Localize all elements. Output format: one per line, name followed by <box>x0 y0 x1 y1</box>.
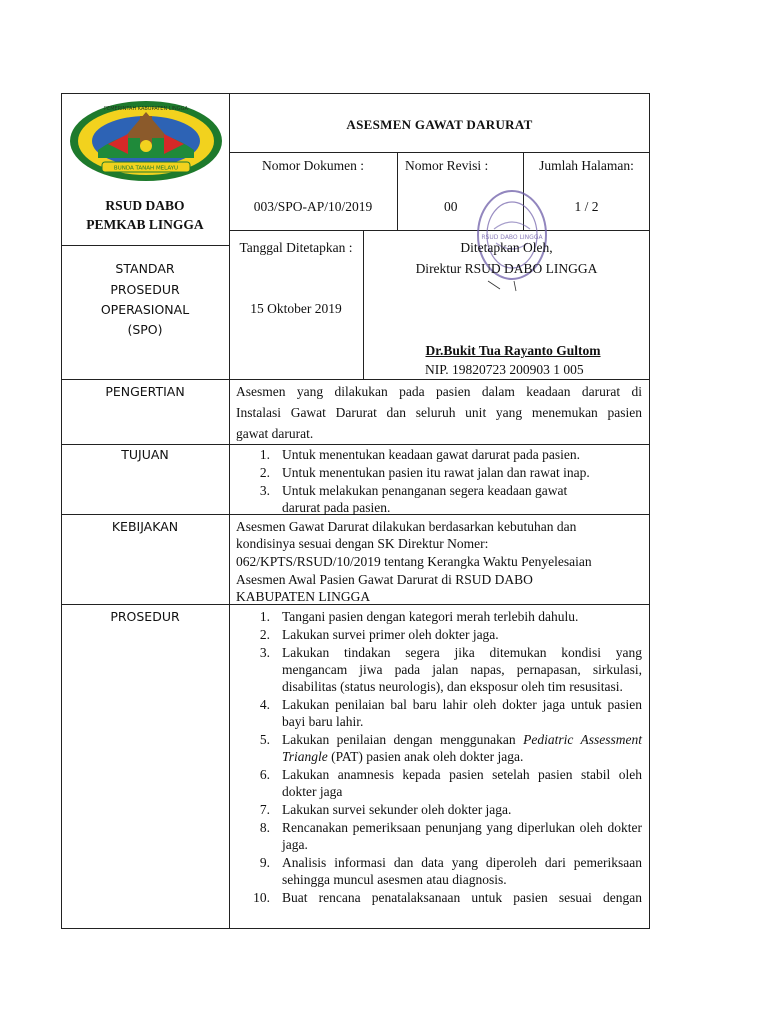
spo-line2: PROSEDUR <box>110 282 180 297</box>
list-item <box>236 766 642 800</box>
jumlah-halaman-value: 1 / 2 <box>574 199 599 214</box>
list-item-number: 8. <box>259 820 270 835</box>
list-item-number: 2. <box>259 627 270 642</box>
pengertian-text-line2: Instalasi Gawat Darurat dan seluruh unit yang menemukan pasien <box>236 405 642 420</box>
list-item-number: 1. <box>259 609 270 624</box>
list-item-text: Analisis informasi dan data yang diperoleh dari pemeriksaan sehingga muncul asesmen atau diagnosis. <box>282 855 642 887</box>
tanggal-ditetapkan-label: Tanggal Ditetapkan : <box>239 240 353 255</box>
row-divider-pengertian <box>61 444 650 445</box>
list-item-text <box>282 731 642 765</box>
list-item <box>236 889 642 906</box>
list-item <box>236 608 642 625</box>
list-item-text-italic: Pediatric Assessment Triangle <box>282 732 642 764</box>
logo-text-top: PEMERINTAH KABUPATEN LINGGA <box>104 106 188 112</box>
list-item-number: 6. <box>259 767 270 782</box>
pengertian-text-line1: Asesmen yang dilakukan pada pasien dalam keadaan darurat di <box>236 384 642 399</box>
tujuan-list <box>236 446 642 517</box>
org-name-line1: RSUD DABO <box>105 198 185 213</box>
list-item <box>236 464 642 481</box>
ditetapkan-oleh-line2: Direktur RSUD DABO LINGGA <box>415 261 598 276</box>
list-item-text: Lakukan survei sekunder oleh dokter jaga. <box>282 802 512 817</box>
list-item-number: 10. <box>253 890 270 905</box>
column-divider-main <box>229 93 230 929</box>
list-item <box>236 626 642 643</box>
spo-line1: STANDAR <box>115 261 175 276</box>
list-item <box>236 446 642 463</box>
tanggal-ditetapkan-value: 15 Oktober 2019 <box>250 301 342 316</box>
list-item-number: 3. <box>259 645 270 660</box>
nomor-dokumen-value: 003/SPO-AP/10/2019 <box>253 199 373 214</box>
list-item <box>236 854 642 888</box>
jumlah-halaman-label: Jumlah Halaman: <box>539 158 634 173</box>
tujuan-label: TUJUAN <box>121 447 169 462</box>
ditetapkan-oleh-line1: Ditetapkan Oleh, <box>460 240 553 255</box>
list-item-text: Lakukan anamnesis kepada pasien setelah pasien stabil oleh dokter jaga <box>282 767 642 799</box>
list-item-text-part: Lakukan penilaian dengan menggunakan <box>282 732 524 747</box>
list-item-text-part: (PAT) pasien anak oleh dokter jaga. <box>327 749 524 764</box>
list-item-number: 5. <box>259 732 270 747</box>
list-item <box>236 696 642 730</box>
list-item-number: 9. <box>259 855 270 870</box>
director-nip: NIP. 19820723 200903 1 005 <box>425 362 584 377</box>
kebijakan-label: KEBIJAKAN <box>111 519 179 534</box>
prosedur-label: PROSEDUR <box>110 609 180 624</box>
row-divider-title <box>229 152 650 153</box>
column-divider-revisi <box>397 152 398 230</box>
kebijakan-text-line3: 062/KPTS/RSUD/10/2019 tentang Kerangka Waktu Penyelesaian <box>236 554 592 569</box>
document-title: ASESMEN GAWAT DARURAT <box>346 117 533 132</box>
kebijakan-text-line5: KABUPATEN LINGGA <box>236 589 371 604</box>
list-item-text: Lakukan survei primer oleh dokter jaga. <box>282 627 499 642</box>
kebijakan-text-line1: Asesmen Gawat Darurat dilakukan berdasarkan kebutuhan dan <box>236 519 577 534</box>
list-item-text: Buat rencana penatalaksanaan untuk pasien sesuai dengan <box>282 890 642 905</box>
list-item-text: Untuk melakukan penanganan segera keadaan gawat darurat pada pasien. <box>282 483 568 515</box>
row-divider-docinfo <box>229 230 650 231</box>
list-item <box>236 731 642 765</box>
list-item <box>236 819 642 853</box>
list-item-text: Lakukan penilaian bal baru lahir oleh dokter jaga untuk pasien bayi baru lahir. <box>282 697 642 729</box>
nomor-dokumen-label: Nomor Dokumen : <box>262 158 364 173</box>
stamp-text: RSUD DABO LINGGA <box>481 234 543 241</box>
list-item-number: 3. <box>259 483 270 498</box>
row-divider-logo <box>61 245 229 246</box>
list-item-number: 7. <box>259 802 270 817</box>
list-item-text: Lakukan tindakan segera jika ditemukan kondisi yang mengancam jiwa pada jalan napas, pernapasan, sirkulasi, disabilitas (status neurologis), dan eksposur oleh tim resusitasi. <box>282 645 642 694</box>
nomor-revisi-value: 00 <box>444 199 458 214</box>
prosedur-list <box>236 608 642 907</box>
org-name-line2: PEMKAB LINGGA <box>86 217 204 232</box>
pengertian-text-line3: gawat darurat. <box>236 426 314 441</box>
list-item-text: Rencanakan pemeriksaan penunjang yang diperlukan oleh dokter jaga. <box>282 820 642 852</box>
pengertian-label: PENGERTIAN <box>105 384 185 399</box>
spo-line4: (SPO) <box>127 322 163 337</box>
row-divider-header-end <box>61 379 650 380</box>
list-item <box>236 644 642 695</box>
list-item-number: 1. <box>259 447 270 462</box>
list-item <box>236 801 642 818</box>
rsud-dabo-logo-icon <box>68 98 224 184</box>
list-item-text: Untuk menentukan keadaan gawat darurat pada pasien. <box>282 447 581 462</box>
logo-text-bottom: BUNDA TANAH MELAYU <box>113 165 179 172</box>
list-item <box>236 482 602 516</box>
list-item-text: Untuk menentukan pasien itu rawat jalan dan rawat inap. <box>282 465 590 480</box>
nomor-revisi-label: Nomor Revisi : <box>405 158 489 173</box>
director-name: Dr.Bukit Tua Rayanto Gultom <box>425 343 601 358</box>
list-item-number: 4. <box>259 697 270 712</box>
list-item-text: Tangani pasien dengan kategori merah terlebih dahulu. <box>282 609 579 624</box>
spo-line3: OPERASIONAL <box>100 302 190 317</box>
list-item-number: 2. <box>259 465 270 480</box>
kebijakan-text-line4: Asesmen Awal Pasien Gawat Darurat di RSUD DABO <box>236 572 533 587</box>
kebijakan-text-line2: kondisinya sesuai dengan SK Direktur Nomer: <box>236 536 489 551</box>
